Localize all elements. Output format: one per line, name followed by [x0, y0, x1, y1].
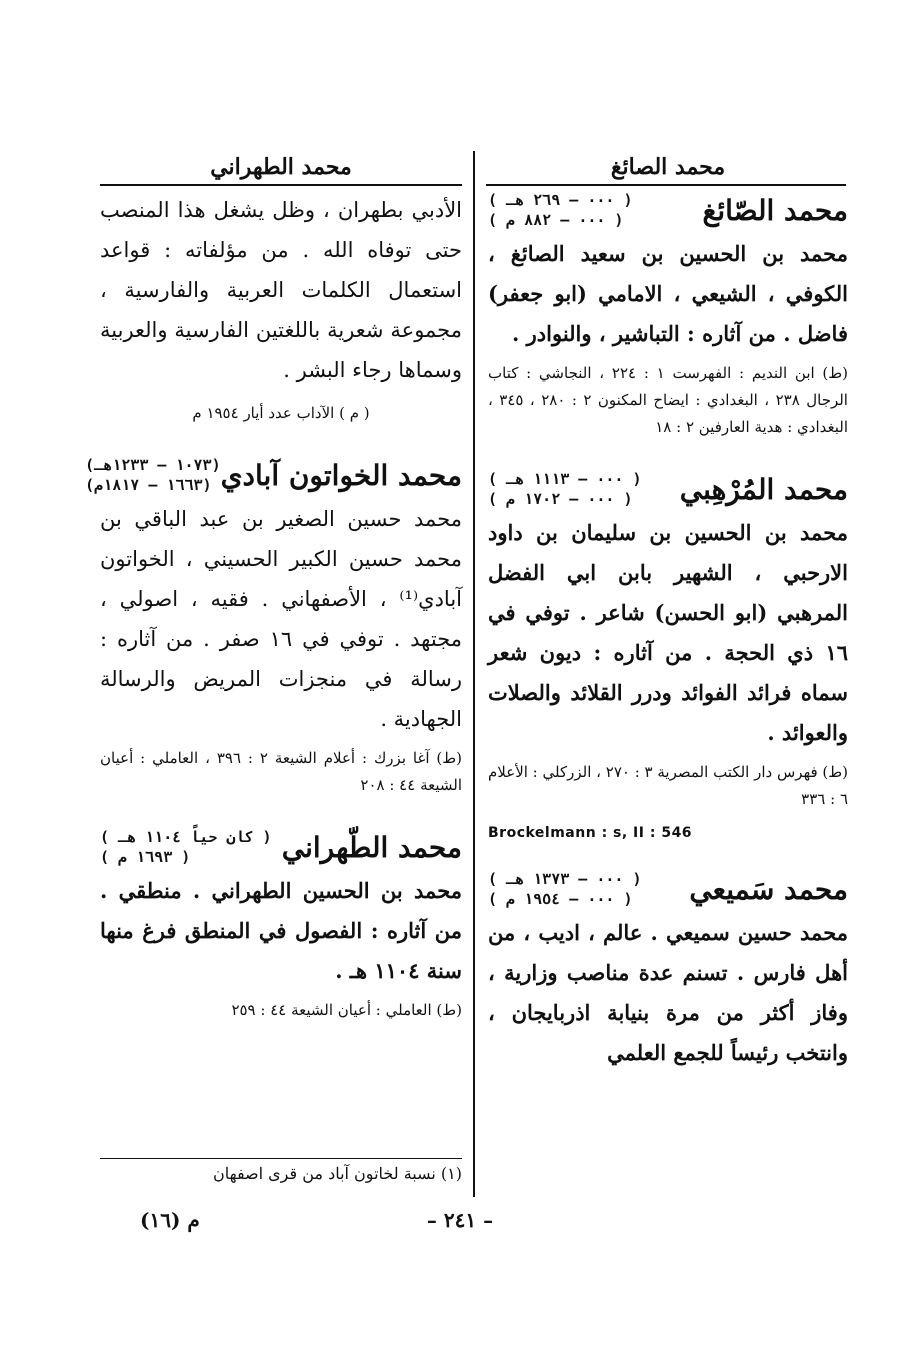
left-column [85, 150, 463, 1024]
column-divider [473, 152, 475, 1197]
hijri-date: ( ٠٠٠ – ١١١٣ هـ ) [488, 470, 642, 488]
entry-tihrani [100, 827, 462, 1024]
entry-dates [488, 190, 633, 230]
entry-khawatunabadi [85, 455, 463, 799]
entry-references: (ط) آغا بزرك : أعلام الشيعة ٢ : ٣٩٦ ، العاملي : أعيان الشيعة ٤٤ : ٢٠٨ [100, 749, 462, 794]
entry-references: (ط) العاملي : أعيان الشيعة ٤٤ : ٢٥٩ [231, 1001, 462, 1019]
hijri-date: ( كان حياً ١١٠٤ هـ ) [100, 828, 272, 846]
hijri-date: (١٠٧٣ – ١٢٣٣هـ) [85, 456, 221, 474]
entry-name: محمد الخواتون آبادي [220, 458, 462, 492]
right-column [488, 150, 848, 1073]
entry-heading [488, 869, 848, 909]
entry-name: محمد الطّهراني [281, 830, 462, 864]
hijri-date: ( ٠٠٠ – ٢٦٩ هـ ) [488, 191, 633, 209]
entry-saigh [488, 190, 848, 441]
continuation-text: الأدبي بطهران ، وظل يشغل هذا المنصب حتى توفاه الله . من مؤلفاته : قواعد استعمال الكلمات العربية والفارسية ، مجموعة شعرية باللغتين الفارسية والعربية وسماها رجاء البشر . [100, 198, 462, 382]
entry-name: محمد المُرْهِبي [679, 472, 848, 506]
continuation-reference: ( م ) الآداب عدد أيار ١٩٥٤ م [192, 404, 370, 422]
left-column-header: محمد الطهراني [210, 154, 352, 180]
entry-references: (ط) فهرس دار الكتب المصرية ٣ : ٢٧٠ ، الزركلي : الأعلام ٦ : ٣٣٦ [488, 763, 848, 808]
entry-dates [85, 455, 220, 495]
latin-reference: Brockelmann : s, II : 546 [488, 825, 693, 841]
page-number: – ٢٤١ – [426, 1208, 494, 1232]
entry-heading [488, 469, 848, 509]
entry-body: محمد بن الحسين الطهراني . منطقي . من آثاره : الفصول في المنطق فرغ منها سنة ١١٠٤ هـ . [100, 878, 462, 983]
entry-name: محمد سَميعي [689, 872, 848, 906]
gregorian-date: ( ٠٠٠ – ٨٨٢ م ) [488, 211, 624, 229]
entry-references: (ط) ابن النديم : الفهرست ١ : ٢٢٤ ، النجاشي : كتاب الرجال ٢٣٨ ، البغدادي : ايضاح المكنون ٢ : ٢٨٠ ، ٣٤٥ ، البغدادي : هدية العارفين ٢ : ١٨ [488, 364, 849, 436]
entry-samii [488, 869, 848, 1073]
entry-name: محمد الصّائغ [702, 193, 848, 227]
entry-dates [488, 469, 642, 509]
entry-heading [488, 190, 848, 230]
entry-body: محمد حسين سميعي . عالم ، اديب ، من أهل فارس . تسنم عدة مناصب وزارية ، وفاز أكثر من مرة بنيابة اذربايجان ، وانتخب رئيساً للجمع العلمي [488, 920, 848, 1065]
hijri-date: ( ٠٠٠ – ١٣٧٣ هـ ) [488, 870, 642, 888]
entry-dates [488, 869, 642, 909]
gregorian-date: ( ٠٠٠ – ١٩٥٤ م ) [488, 890, 633, 908]
gregorian-date: ( ٠٠٠ – ١٧٠٢ م ) [488, 490, 633, 508]
footnote-rule [100, 1158, 462, 1159]
entry-murhibi [488, 469, 848, 841]
gregorian-date: (١٦٦٣ – ١٨١٧م) [85, 476, 212, 494]
entry-body: محمد بن الحسين بن سعيد الصائغ ، الكوفي ، الشيعي ، الامامي (ابو جعفر) فاضل . من آثاره : التباشير ، والنوادر . [488, 241, 848, 346]
right-column-header: محمد الصائغ [610, 154, 726, 180]
entry-body: محمد حسين الصغير بن عبد الباقي بن محمد حسين الكبير الحسيني ، الخواتون آبادي⁽¹⁾ ، الأصفهاني . فقيه ، اصولي ، مجتهد . توفي في ١٦ صفر . من آثاره : رسالة في منجزات المريض والرسالة الجهادية . [100, 507, 463, 731]
entry-heading [100, 827, 462, 867]
entry-heading [85, 455, 462, 495]
entry-dates [100, 827, 272, 867]
signature-mark: م (١٦) [140, 1208, 200, 1232]
gregorian-date: ( ١٦٩٣ م ) [100, 848, 191, 866]
entry-body: محمد بن الحسين بن سليمان بن داود الارحبي ، الشهير بابن ابي الفضل المرهبي (ابو الحسن) شاعر . توفي في ١٦ ذي الحجة . من آثاره : ديون شعر سماه فرائد الفوائد ودرر القلائد والصلات والعوائد . [488, 520, 848, 745]
footnote: (١) نسبة لخاتون آباد من قرى اصفهان [212, 1164, 462, 1183]
